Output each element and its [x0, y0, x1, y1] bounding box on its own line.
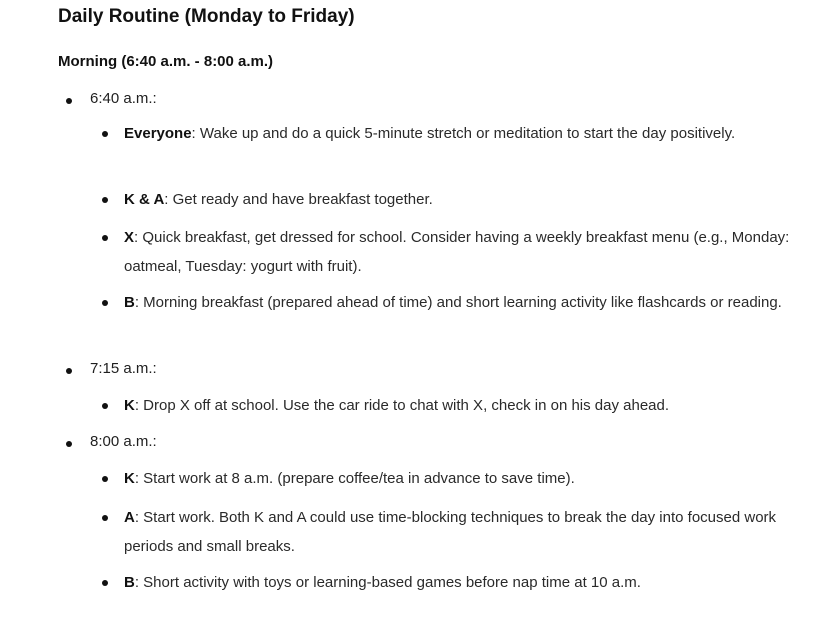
- time-label: 6:40 a.m.:: [90, 90, 157, 107]
- person-label: B: [124, 574, 135, 591]
- person-label: X: [124, 229, 135, 246]
- bullet-icon: [102, 515, 108, 521]
- item-text: : Start work. Both K and A could use time-blocking techniques to break the day into focused work periods and small breaks.: [124, 509, 777, 555]
- list-item: [100, 223, 790, 281]
- list-item: [100, 464, 790, 493]
- person-label: A: [124, 509, 135, 526]
- item-text: : Get ready and have breakfast together.: [164, 191, 433, 208]
- bullet-icon: [102, 300, 108, 306]
- list-item: [100, 119, 790, 148]
- item-text: : Start work at 8 a.m. (prepare coffee/tea in advance to save time).: [134, 470, 575, 487]
- time-label: 8:00 a.m.:: [90, 433, 157, 450]
- time-label: 7:15 a.m.:: [90, 360, 157, 377]
- list-item: [100, 503, 790, 561]
- document-title: Daily Routine (Monday to Friday): [58, 6, 355, 27]
- item-text: : Short activity with toys or learning-based games before nap time at 10 a.m.: [134, 574, 641, 591]
- bullet-icon: [66, 98, 72, 104]
- item-text: : Morning breakfast (prepared ahead of time) and short learning activity like flashcards or reading.: [134, 294, 782, 311]
- item-text: : Drop X off at school. Use the car ride to chat with X, check in on his day ahead.: [134, 397, 670, 414]
- item-text: : Quick breakfast, get dressed for school. Consider having a weekly breakfast menu (e.g., Monday: oatmeal, Tuesday: yogurt with fruit).: [124, 229, 790, 275]
- section-title: Morning (6:40 a.m. - 8:00 a.m.): [58, 53, 274, 70]
- person-label: K & A: [124, 191, 165, 208]
- person-label: Everyone: [124, 125, 192, 142]
- bullet-icon: [102, 197, 108, 203]
- bullet-icon: [102, 403, 108, 409]
- list-item: [100, 288, 790, 317]
- list-item: [100, 391, 790, 420]
- list-item: [100, 568, 790, 597]
- bullet-icon: [102, 580, 108, 586]
- bullet-icon: [66, 441, 72, 447]
- bullet-icon: [102, 235, 108, 241]
- list-item: [100, 185, 790, 214]
- person-label: B: [124, 294, 135, 311]
- bullet-icon: [102, 476, 108, 482]
- bullet-icon: [66, 368, 72, 374]
- item-text: : Wake up and do a quick 5-minute stretch or meditation to start the day positively.: [191, 125, 736, 142]
- person-label: K: [124, 470, 135, 487]
- bullet-icon: [102, 131, 108, 137]
- person-label: K: [124, 397, 135, 414]
